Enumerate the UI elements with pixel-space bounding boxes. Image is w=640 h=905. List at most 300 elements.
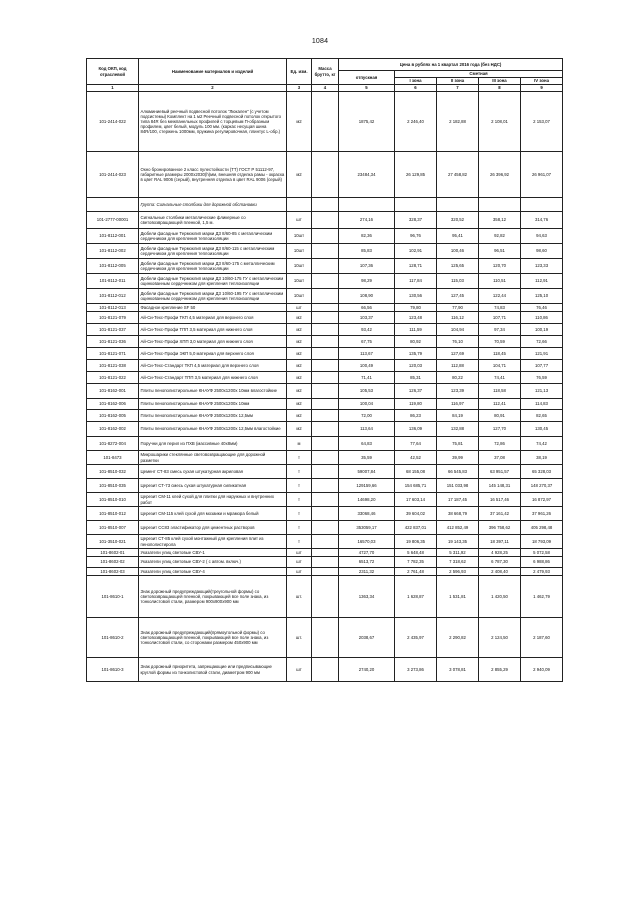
cell-zone-1-price: 96,76: [395, 229, 437, 244]
cell-zone-2-price: [437, 198, 479, 212]
cell-zone-3-price: 120,70: [479, 259, 521, 274]
cell-unit: м2: [287, 336, 312, 348]
cell-code: 101-8162-002: [87, 422, 139, 437]
cell-code: 101-3510-021: [87, 535, 139, 549]
cell-unit: шт.: [287, 576, 312, 618]
cell-zone-3-price: 110,51: [479, 274, 521, 289]
header-zone-4: IV зона: [521, 78, 563, 85]
cell-zone-4-price: 16 872,97: [521, 493, 563, 507]
column-number: 1: [87, 85, 139, 92]
cell-code: 101-8112-001: [87, 229, 139, 244]
cell-release-price: 59007,84: [339, 465, 395, 479]
cell-zone-1-price: 26 129,85: [395, 152, 437, 198]
cell-zone-3-price: 72,86: [479, 437, 521, 451]
cell-code: 101-8112-012: [87, 289, 139, 304]
cell-zone-2-price: 412 852,49: [437, 521, 479, 535]
cell-mass: [312, 244, 339, 259]
cell-code: 101-8121-038: [87, 360, 139, 372]
cell-mass: [312, 274, 339, 289]
cell-name: Ай-Си-Техс-Профи ЭКП 5,0 материал для верхнего слоя: [139, 348, 287, 360]
column-number: 2: [139, 85, 287, 92]
cell-release-price: 274,16: [339, 212, 395, 229]
table-row: [87, 244, 563, 259]
cell-unit: м2: [287, 422, 312, 437]
cell-unit: м2: [287, 384, 312, 399]
cell-zone-3-price: 2 408,40: [479, 568, 521, 576]
table-row: [87, 312, 563, 324]
cell-zone-3-price: 1 420,50: [479, 576, 521, 618]
cell-release-price: 35,59: [339, 451, 395, 465]
cell-zone-4-price: 26 961,07: [521, 152, 563, 198]
cell-zone-2-price: 112,88: [437, 360, 479, 372]
cell-mass: [312, 372, 339, 384]
cell-zone-4-price: 112,91: [521, 274, 563, 289]
cell-release-price: 105,53: [339, 384, 395, 399]
cell-zone-3-price: 104,71: [479, 360, 521, 372]
cell-code: 101-2414-023: [87, 152, 139, 198]
cell-zone-3-price: 92,82: [479, 229, 521, 244]
cell-zone-2-price: 127,69: [437, 348, 479, 360]
cell-code: 101-2414-022: [87, 92, 139, 152]
cell-release-price: [339, 198, 395, 212]
cell-zone-4-price: 121,13: [521, 384, 563, 399]
cell-name: Поручни для перил из ПХВ (массивные 40х8мм): [139, 437, 287, 451]
cell-zone-2-price: 116,97: [437, 399, 479, 410]
column-number: 7: [437, 85, 479, 92]
cell-unit: м: [287, 437, 312, 451]
cell-mass: [312, 557, 339, 568]
cell-mass: [312, 324, 339, 336]
cell-zone-3-price: 2 124,50: [479, 618, 521, 658]
cell-code: [87, 198, 139, 212]
cell-unit: шт: [287, 557, 312, 568]
cell-zone-1-price: 68 155,08: [395, 465, 437, 479]
cell-unit: шт: [287, 304, 312, 312]
cell-zone-1-price: 126,37: [395, 384, 437, 399]
table-row: [87, 229, 563, 244]
cell-unit: шт: [287, 658, 312, 682]
column-number: 5: [339, 85, 395, 92]
cell-release-price: 33068,46: [339, 507, 395, 521]
cell-mass: [312, 437, 339, 451]
header-estimate: Сметная: [395, 71, 563, 78]
cell-unit: [287, 198, 312, 212]
table-row: [87, 212, 563, 229]
cell-name: Указатели улиц световые СВУ-1: [139, 549, 287, 557]
cell-release-price: 1875,42: [339, 92, 395, 152]
cell-mass: [312, 212, 339, 229]
cell-zone-1-price: 2 435,97: [395, 618, 437, 658]
cell-zone-1-price: 102,91: [395, 244, 437, 259]
cell-mass: [312, 198, 339, 212]
cell-unit: м2: [287, 399, 312, 410]
cell-mass: [312, 451, 339, 465]
cell-zone-4-price: 1 462,79: [521, 576, 563, 618]
cell-name: Ай-Си-Техс-Профи ТПП 3,5 материал для нижнего слоя: [139, 324, 287, 336]
cell-zone-4-price: 74,42: [521, 437, 563, 451]
table-row: [87, 465, 563, 479]
cell-zone-4-price: 18 793,09: [521, 535, 563, 549]
cell-code: 101-8510-010: [87, 493, 139, 507]
cell-zone-2-price: 95,41: [437, 229, 479, 244]
cell-zone-3-price: 118,58: [479, 384, 521, 399]
cell-zone-2-price: 116,12: [437, 312, 479, 324]
cell-zone-1-price: 17 603,14: [395, 493, 437, 507]
cell-zone-4-price: 148 270,37: [521, 479, 563, 493]
cell-zone-4-price: 2 479,93: [521, 568, 563, 576]
cell-code: 101-8112-002: [87, 244, 139, 259]
cell-zone-2-price: 2 596,93: [437, 568, 479, 576]
cell-code: 101-8121-022: [87, 372, 139, 384]
cell-release-price: 93,42: [339, 324, 395, 336]
table-row: [87, 410, 563, 422]
table-row: [87, 348, 563, 360]
table-row: [87, 324, 563, 336]
cell-zone-4-price: 6 988,86: [521, 557, 563, 568]
table-row: [87, 152, 563, 198]
cell-name: Плиты пенополистирольные КНАУФ 2500х1200х 12,5мм влагостойкие: [139, 422, 287, 437]
cell-zone-1-price: 154 685,71: [395, 479, 437, 493]
cell-unit: м2: [287, 152, 312, 198]
cell-code: 101-2777-00001: [87, 212, 139, 229]
cell-zone-4-price: 130,45: [521, 422, 563, 437]
cell-release-price: 1363,34: [339, 576, 395, 618]
cell-zone-3-price: 2 108,01: [479, 92, 521, 152]
cell-zone-3-price: 96,51: [479, 244, 521, 259]
cell-zone-2-price: 115,03: [437, 274, 479, 289]
cell-zone-3-price: [479, 198, 521, 212]
table-row: [87, 576, 563, 618]
cell-name: Ай-Си-Техс-Профи ХПП 3,0 материал для нижнего слоя: [139, 336, 287, 348]
cell-zone-4-price: 110,86: [521, 312, 563, 324]
cell-zone-4-price: 98,60: [521, 244, 563, 259]
cell-mass: [312, 229, 339, 244]
cell-release-price: 98,29: [339, 274, 395, 289]
cell-zone-2-price: 3 078,81: [437, 658, 479, 682]
cell-code: 101-8121-079: [87, 312, 139, 324]
cell-name: Плиты пенополистирольные КНАУФ 2500х1200х 12,5мм: [139, 410, 287, 422]
cell-zone-2-price: 104,94: [437, 324, 479, 336]
cell-zone-2-price: 5 311,92: [437, 549, 479, 557]
cell-zone-4-price: 107,77: [521, 360, 563, 372]
cell-code: 101-8610-3: [87, 658, 139, 682]
cell-unit: 10шт: [287, 229, 312, 244]
cell-zone-3-price: 6 787,30: [479, 557, 521, 568]
cell-mass: [312, 618, 339, 658]
table-row: [87, 568, 563, 576]
table-row: [87, 289, 563, 304]
cell-unit: 10шт: [287, 244, 312, 259]
cell-unit: м2: [287, 92, 312, 152]
column-number: 6: [395, 85, 437, 92]
cell-code: 101-8510-007: [87, 521, 139, 535]
price-table: [86, 58, 563, 682]
cell-unit: шт.: [287, 618, 312, 658]
cell-release-price: 14698,20: [339, 493, 395, 507]
cell-zone-1-price: 117,84: [395, 274, 437, 289]
cell-zone-3-price: 127,70: [479, 422, 521, 437]
cell-name: Группа: Сигнальные столбики для дорожной обстановки: [139, 198, 287, 212]
cell-name: Алюминиевый реечный подвесной потолок "Люкален" (с учетом подсистемы) Комплект на 1 м2 Реечный подвесной потолок открытого типа 84R без межпанельных профилей с торцевым П-образным профилем, цвет белый, модуль 100 мм. (каркас несущая шина 84R/100, стержень 1000мм, пружина регулировочная, плинтус L-обр.): [139, 92, 287, 152]
cell-zone-1-price: 120,03: [395, 360, 437, 372]
cell-release-price: 64,83: [339, 437, 395, 451]
cell-release-price: 72,00: [339, 410, 395, 422]
cell-name: Плиты пенополистирольные КНАУФ 2500х1200х 10мм влагостойкие: [139, 384, 287, 399]
cell-name: Ай-Си-Техс-Профи ТКП 4,5 материал для верхнего слоя: [139, 312, 287, 324]
cell-name: Цемент СТ-83 смесь сухая штукатурная акриловая: [139, 465, 287, 479]
cell-name: Дюбели фасадные Термоклип марки ДЗ 8/60-85 с металлическим сердечником для крепления теплоизоляции: [139, 229, 287, 244]
cell-release-price: 85,83: [339, 244, 395, 259]
cell-zone-3-price: 70,59: [479, 336, 521, 348]
cell-unit: т: [287, 451, 312, 465]
cell-zone-2-price: 123,39: [437, 384, 479, 399]
cell-zone-4-price: 65 328,03: [521, 465, 563, 479]
cell-unit: шт: [287, 568, 312, 576]
cell-mass: [312, 568, 339, 576]
cell-zone-2-price: 75,81: [437, 437, 479, 451]
cell-unit: 10шт: [287, 274, 312, 289]
cell-zone-4-price: 121,91: [521, 348, 563, 360]
cell-zone-4-price: 314,76: [521, 212, 563, 229]
cell-name: Сигнальные столбики металлические фликерные со световозвращающей пленкой, 1,5 м.: [139, 212, 287, 229]
cell-mass: [312, 399, 339, 410]
cell-unit: м2: [287, 410, 312, 422]
cell-release-price: 129159,66: [339, 479, 395, 493]
cell-zone-4-price: 5 072,58: [521, 549, 563, 557]
cell-mass: [312, 348, 339, 360]
cell-unit: т: [287, 493, 312, 507]
cell-zone-3-price: 37,08: [479, 451, 521, 465]
cell-zone-1-price: 19 806,35: [395, 535, 437, 549]
cell-mass: [312, 535, 339, 549]
cell-zone-3-price: 74,41: [479, 372, 521, 384]
table-row: [87, 557, 563, 568]
cell-zone-3-price: 97,34: [479, 324, 521, 336]
cell-name: Дюбели фасадные Термоклип марки ДЗ 10/60-195 ГУ с металлическим оцинкованным сердечником для крепления теплоизоляции: [139, 289, 287, 304]
cell-zone-2-price: 76,10: [437, 336, 479, 348]
cell-mass: [312, 410, 339, 422]
cell-unit: 10шт: [287, 289, 312, 304]
cell-code: 101-8112-005: [87, 259, 139, 274]
cell-release-price: 4727,70: [339, 549, 395, 557]
cell-name: Церезит СМ-11 клей сухой для плитки для наружных и внутренних работ: [139, 493, 287, 507]
cell-zone-2-price: 17 187,45: [437, 493, 479, 507]
cell-mass: [312, 493, 339, 507]
column-number: 4: [312, 85, 339, 92]
table-row: [87, 658, 563, 682]
table-row: [87, 507, 563, 521]
cell-code: 101-8602-01: [87, 549, 139, 557]
cell-zone-1-price: 3 273,86: [395, 658, 437, 682]
cell-unit: шт: [287, 549, 312, 557]
table-row: [87, 259, 563, 274]
table-row: [87, 360, 563, 372]
cell-mass: [312, 304, 339, 312]
table-body: [87, 92, 563, 682]
cell-zone-1-price: 111,59: [395, 324, 437, 336]
cell-release-price: 2740,20: [339, 658, 395, 682]
cell-zone-1-price: 77,64: [395, 437, 437, 451]
cell-zone-3-price: 37 161,42: [479, 507, 521, 521]
cell-zone-3-price: 122,44: [479, 289, 521, 304]
cell-unit: т: [287, 507, 312, 521]
cell-name: Церезит СТ-85 клей сухой монтажный для крепления плит из пенополистирола: [139, 535, 287, 549]
cell-name: Плиты пенополистирольные КНАУФ 2500х1200х 10мм: [139, 399, 287, 410]
cell-code: 101-8473: [87, 451, 139, 465]
cell-release-price: 71,41: [339, 372, 395, 384]
table-row: [87, 274, 563, 289]
cell-release-price: 16570,03: [339, 535, 395, 549]
cell-release-price: 100,04: [339, 399, 395, 410]
cell-unit: м2: [287, 312, 312, 324]
cell-zone-1-price: [395, 198, 437, 212]
cell-name: Дюбели фасадные Термоклип марки ДЗ 10/60-175 ГУ с металлическим оцинкованным сердечником для крепления теплоизоляции: [139, 274, 287, 289]
column-number: 8: [479, 85, 521, 92]
cell-zone-2-price: 38 668,79: [437, 507, 479, 521]
cell-name: Знак дорожный предупреждающий(треугольной формы) со световозвращающей пленкой, покрывающей все поле знака, из тонколистовой стали, размером 900х900х900 мм: [139, 576, 287, 618]
cell-unit: т: [287, 479, 312, 493]
table-row: [87, 549, 563, 557]
cell-code: 101-8112-013: [87, 304, 139, 312]
cell-mass: [312, 152, 339, 198]
cell-zone-4-price: 2 187,60: [521, 618, 563, 658]
cell-zone-1-price: 123,48: [395, 312, 437, 324]
cell-zone-2-price: 151 033,98: [437, 479, 479, 493]
cell-zone-4-price: 100,19: [521, 324, 563, 336]
column-number-row: [87, 85, 563, 92]
cell-zone-3-price: 396 758,62: [479, 521, 521, 535]
table-row: [87, 493, 563, 507]
table-row: [87, 437, 563, 451]
cell-zone-3-price: 63 951,57: [479, 465, 521, 479]
cell-code: 101-8602-03: [87, 568, 139, 576]
cell-zone-3-price: 26 396,92: [479, 152, 521, 198]
table-row: [87, 618, 563, 658]
cell-zone-2-price: 320,52: [437, 212, 479, 229]
cell-zone-1-price: 39 604,02: [395, 507, 437, 521]
cell-zone-4-price: 405 298,48: [521, 521, 563, 535]
cell-unit: т: [287, 521, 312, 535]
cell-zone-3-price: 2 855,29: [479, 658, 521, 682]
cell-zone-4-price: 94,63: [521, 229, 563, 244]
cell-zone-2-price: 84,19: [437, 410, 479, 422]
cell-name: Церезит СМ-115 клей сухой для мозаики и мрамора белый: [139, 507, 287, 521]
cell-unit: т: [287, 535, 312, 549]
cell-unit: м2: [287, 360, 312, 372]
column-number: 9: [521, 85, 563, 92]
cell-name: Указатели улиц световые СВУ-2 ( с автом. включ.): [139, 557, 287, 568]
cell-zone-4-price: 76,46: [521, 304, 563, 312]
cell-zone-3-price: 112,41: [479, 399, 521, 410]
cell-release-price: 103,37: [339, 312, 395, 324]
cell-zone-4-price: 38,19: [521, 451, 563, 465]
cell-unit: м2: [287, 372, 312, 384]
cell-zone-4-price: 72,66: [521, 336, 563, 348]
cell-zone-2-price: 77,90: [437, 304, 479, 312]
cell-code: 101-8121-036: [87, 336, 139, 348]
cell-name: Дюбели фасадные Термоклип марки ДЗ 8/60-115 с металлическим сердечником для крепления теплоизоляции: [139, 244, 287, 259]
cell-zone-1-price: 79,80: [395, 304, 437, 312]
cell-zone-4-price: 114,83: [521, 399, 563, 410]
cell-mass: [312, 658, 339, 682]
cell-zone-1-price: 130,56: [395, 289, 437, 304]
group-row: [87, 198, 563, 212]
cell-zone-2-price: 27 458,82: [437, 152, 479, 198]
cell-zone-2-price: 125,65: [437, 259, 479, 274]
cell-mass: [312, 92, 339, 152]
cell-code: 101-8121-071: [87, 348, 139, 360]
cell-release-price: 2038,67: [339, 618, 395, 658]
cell-release-price: 108,90: [339, 289, 395, 304]
cell-name: Знак дорожный предупреждающий(прямоугольной формы) со световозвращающей пленкой, покрывающей все поле знака, из тонколистовой стали, со сторонами размером 450х900 мм: [139, 618, 287, 658]
cell-code: 101-8610-2: [87, 618, 139, 658]
cell-mass: [312, 422, 339, 437]
cell-zone-3-price: 118,45: [479, 348, 521, 360]
cell-mass: [312, 336, 339, 348]
cell-name: Церезит СТ-73 смесь сухая штукатурная силикатная: [139, 479, 287, 493]
header-mass: Масса брутто, кг: [312, 59, 339, 85]
cell-zone-2-price: 80,22: [437, 372, 479, 384]
cell-zone-2-price: 100,46: [437, 244, 479, 259]
cell-zone-1-price: 80,92: [395, 336, 437, 348]
table-row: [87, 384, 563, 399]
cell-name: Ай-Си-Техс-Стандарт ТПП 3,5 материал для нижнего слоя: [139, 372, 287, 384]
cell-release-price: 6513,72: [339, 557, 395, 568]
cell-zone-1-price: 119,80: [395, 399, 437, 410]
cell-zone-1-price: 86,23: [395, 410, 437, 422]
cell-zone-4-price: [521, 198, 563, 212]
cell-mass: [312, 479, 339, 493]
cell-unit: т: [287, 465, 312, 479]
cell-zone-3-price: 4 928,25: [479, 549, 521, 557]
cell-code: 101-8602-02: [87, 557, 139, 568]
cell-zone-2-price: 127,45: [437, 289, 479, 304]
page-number: 1084: [311, 38, 329, 45]
cell-zone-1-price: 135,79: [395, 348, 437, 360]
cell-code: 101-8510-035: [87, 479, 139, 493]
cell-mass: [312, 507, 339, 521]
cell-zone-3-price: 16 517,46: [479, 493, 521, 507]
cell-mass: [312, 576, 339, 618]
cell-zone-2-price: 7 318,62: [437, 557, 479, 568]
table-row: [87, 92, 563, 152]
cell-zone-2-price: 66 545,83: [437, 465, 479, 479]
cell-release-price: 23484,34: [339, 152, 395, 198]
cell-release-price: 353059,17: [339, 521, 395, 535]
cell-zone-2-price: 132,88: [437, 422, 479, 437]
cell-zone-4-price: 123,33: [521, 259, 563, 274]
cell-code: 101-8510-032: [87, 465, 139, 479]
cell-mass: [312, 465, 339, 479]
header-zone-2: II зона: [437, 78, 479, 85]
cell-zone-2-price: 19 143,35: [437, 535, 479, 549]
cell-zone-3-price: 74,83: [479, 304, 521, 312]
cell-mass: [312, 259, 339, 274]
cell-zone-4-price: 2 940,09: [521, 658, 563, 682]
cell-zone-1-price: 2 761,48: [395, 568, 437, 576]
cell-release-price: 2311,32: [339, 568, 395, 576]
cell-zone-1-price: 85,31: [395, 372, 437, 384]
cell-code: 101-8510-012: [87, 507, 139, 521]
cell-zone-1-price: 5 648,48: [395, 549, 437, 557]
header-release: отпускная: [339, 71, 395, 85]
cell-mass: [312, 289, 339, 304]
cell-name: Окно бронированное 2 класс пулестойкости (TT) ГОСТ Р 51112-97, габаритные размеры 2000х2030(h)мм, внешняя отделка рамы - окраска в цвет RAL 9006 (серый), внутренняя отделка в цвет RAL 9006 (серый): [139, 152, 287, 198]
table-row: [87, 399, 563, 410]
cell-zone-1-price: 2 246,40: [395, 92, 437, 152]
column-number: 3: [287, 85, 312, 92]
cell-zone-1-price: 128,71: [395, 259, 437, 274]
